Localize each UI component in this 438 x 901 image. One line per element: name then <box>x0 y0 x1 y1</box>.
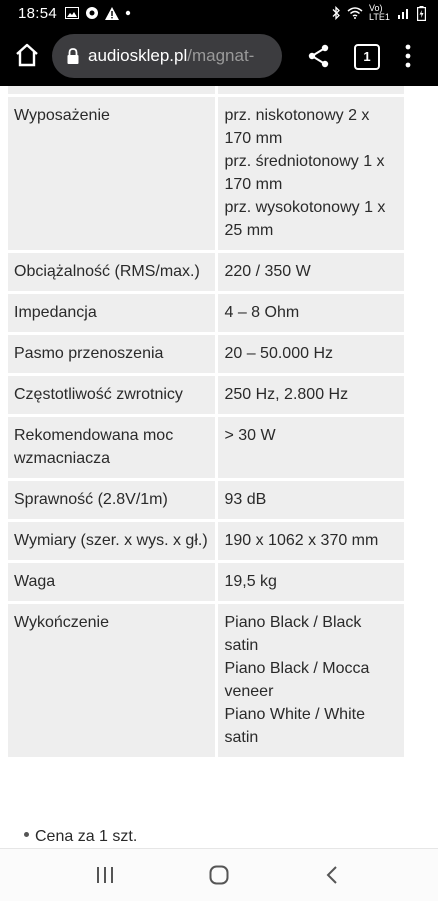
warning-icon <box>105 7 119 20</box>
table-row <box>8 604 404 757</box>
spec-label: Pasmo przenoszenia <box>8 335 215 373</box>
spec-value: 190 x 1062 x 370 mm <box>218 522 404 560</box>
table-row <box>8 294 404 332</box>
url-text <box>88 46 254 66</box>
dot-icon <box>125 10 131 16</box>
table-row <box>8 253 404 291</box>
table-row <box>8 417 404 478</box>
image-icon <box>65 7 79 19</box>
list-item-text: Cena za 1 szt. <box>35 828 138 845</box>
table-row <box>8 335 404 373</box>
spec-value: Piano Black / Black satin Piano Black / Mocca veneer Piano White / White satin <box>218 604 404 757</box>
spec-value <box>218 86 404 94</box>
spec-value: 220 / 350 W <box>218 253 404 291</box>
spec-label: Impedancja <box>8 294 215 332</box>
spec-label: Wykończenie <box>8 604 215 757</box>
spec-value: > 30 W <box>218 417 404 478</box>
spec-label: Wyposażenie <box>8 97 215 250</box>
url-domain: audiosklep.pl <box>88 46 188 65</box>
spec-label: Wymiary (szer. x wys. x gł.) <box>8 522 215 560</box>
spec-value: 93 dB <box>218 481 404 519</box>
spec-table <box>5 86 407 760</box>
bullet-icon <box>24 832 29 837</box>
browser-toolbar <box>0 26 438 86</box>
spec-value: prz. niskotonowy 2 x 170 mm prz. średniotonowy 1 x 170 mm prz. wysokotonowy 1 x 25 mm <box>218 97 404 250</box>
recents-icon[interactable] <box>96 867 114 883</box>
spec-label: Częstotliwość zwrotnicy <box>8 376 215 414</box>
signal-icon <box>397 7 411 19</box>
sync-icon <box>85 6 99 20</box>
spec-label <box>8 86 215 94</box>
lock-icon <box>66 47 80 65</box>
list-item <box>24 828 137 846</box>
home-icon[interactable] <box>12 40 42 70</box>
spec-value: 250 Hz, 2.800 Hz <box>218 376 404 414</box>
table-row <box>8 376 404 414</box>
spec-label: Sprawność (2.8V/1m) <box>8 481 215 519</box>
table-row <box>8 86 404 94</box>
spec-label: Obciążalność (RMS/max.) <box>8 253 215 291</box>
tab-switcher-button[interactable]: 1 <box>354 44 380 70</box>
back-icon[interactable] <box>325 865 339 885</box>
home-nav-icon[interactable] <box>209 865 229 885</box>
page-content[interactable] <box>0 86 438 848</box>
status-left-icons <box>65 6 131 20</box>
system-nav-bar <box>0 848 438 901</box>
bluetooth-icon <box>331 6 341 20</box>
spec-value: 19,5 kg <box>218 563 404 601</box>
table-row <box>8 97 404 250</box>
url-path: /magnat- <box>187 46 255 65</box>
table-row <box>8 481 404 519</box>
battery-icon <box>417 6 426 21</box>
spec-value: 20 – 50.000 Hz <box>218 335 404 373</box>
more-menu-icon[interactable] <box>400 42 416 70</box>
status-time: 18:54 <box>18 4 58 22</box>
spec-label: Waga <box>8 563 215 601</box>
network-label: Vo) LTE1 <box>369 3 390 22</box>
status-bar <box>0 0 438 26</box>
spec-value: 4 – 8 Ohm <box>218 294 404 332</box>
status-right-icons <box>331 0 426 26</box>
table-row <box>8 522 404 560</box>
address-bar[interactable] <box>52 34 282 78</box>
wifi-icon <box>347 7 363 19</box>
share-icon[interactable] <box>306 43 332 69</box>
table-row <box>8 563 404 601</box>
spec-label: Rekomendowana moc wzmacniacza <box>8 417 215 478</box>
